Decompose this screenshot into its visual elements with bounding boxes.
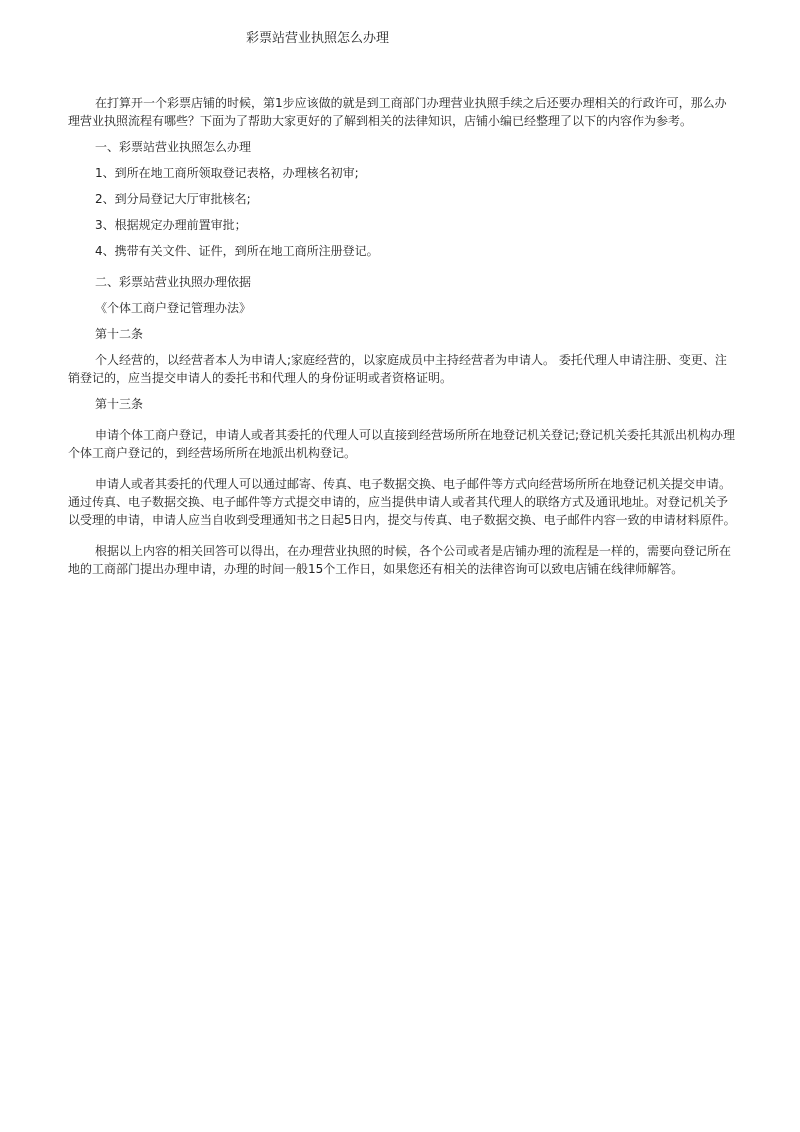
intro-paragraph: 在打算开一个彩票店铺的时候，第1步应该做的就是到工商部门办理营业执照手续之后还要办理相关的行政许可，那么办理营业执照流程有哪些？下面为了帮助大家更好的了解到相关的法律知识，店铺小编已经整理了以下的内容作为参考。: [68, 96, 727, 128]
article-paragraph: 申请个体工商户登记，申请人或者其委托的代理人可以直接到经营场所所在地登记机关登记;登记机关委托其派出机构办理个体工商户登记的，到经营场所所在地派出机构登记。: [68, 428, 736, 460]
article-paragraph: 申请人或者其委托的代理人可以通过邮寄、传真、电子数据交换、电子邮件等方式向经营场所所在地登记机关提交申请。通过传真、电子数据交换、电子邮件等方式提交申请的，应当提供申请人或者其代理人的联络方式及通讯地址。对登记机关予以受理的申请，申请人应当自收到受理通知书之日起5日内，提交与传真、电子数据交换、电子邮件内容一致的申请材料原件。: [68, 477, 736, 527]
list-item: 3、根据规定办理前置审批；: [95, 218, 247, 232]
article-heading: 第十三条: [95, 397, 144, 411]
conclusion-paragraph: 根据以上内容的相关回答可以得出，在办理营业执照的时候，各个公司或者是店铺办理的流程是一样的，需要向登记所在地的工商部门提出办理申请，办理的时间一般15个工作日，如果您还有相关的法律咨询可以致电店铺在线律师解答。: [68, 544, 732, 576]
section-heading: 一、彩票站营业执照怎么办理: [95, 140, 252, 154]
section-heading: 二、彩票站营业执照办理依据: [95, 275, 252, 289]
list-item: 2、到分局登记大厅审批核名;: [95, 192, 251, 206]
list-item: 4、携带有关文件、证件，到所在地工商所注册登记。: [95, 244, 379, 258]
list-item: 1、到所在地工商所领取登记表格，办理核名初审;: [95, 166, 359, 180]
regulation-title: 《个体工商户登记管理办法》: [95, 301, 252, 315]
document-body: [68, 94, 738, 578]
document-title: 彩票站营业执照怎么办理: [246, 31, 390, 46]
article-paragraph: 个人经营的，以经营者本人为申请人;家庭经营的，以家庭成员中主持经营者为申请人。 委托代理人申请注册、变更、注销登记的，应当提交申请人的委托书和代理人的身份证明或者资格证明。: [68, 353, 727, 385]
article-heading: 第十二条: [95, 327, 144, 341]
